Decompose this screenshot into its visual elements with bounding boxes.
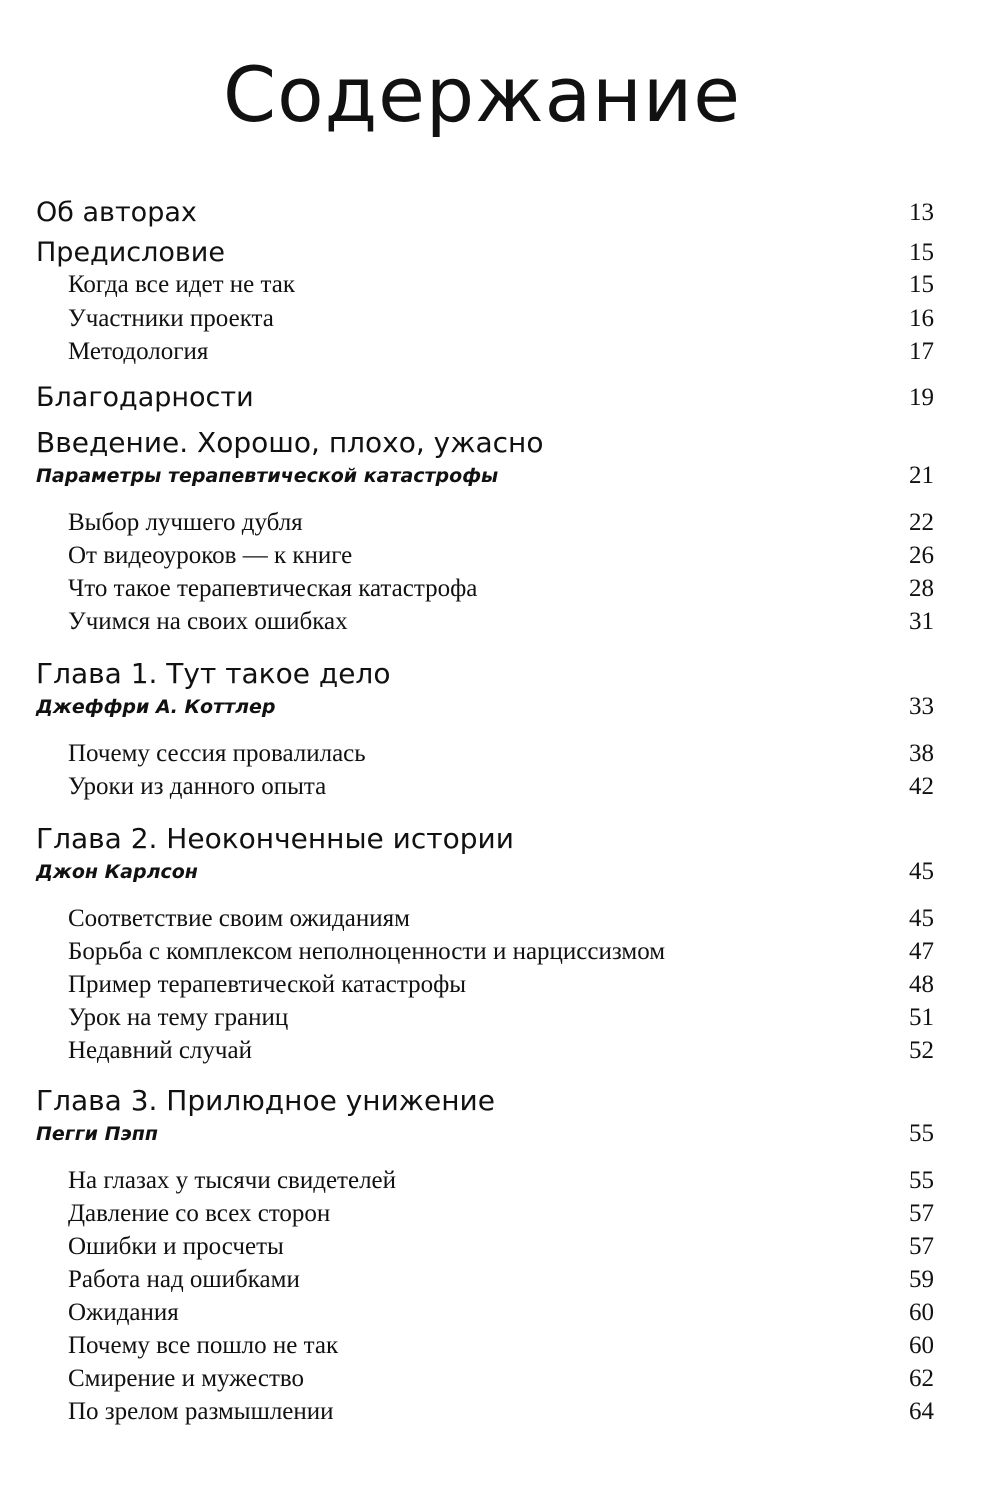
toc-entry-label: Глава 2. Неоконченные истории	[36, 822, 514, 855]
toc-entry-label: Что такое терапевтическая катастрофа	[68, 575, 478, 602]
toc-entry-ch	[0, 657, 1000, 697]
toc-entry-label: Давление со всех сторон	[68, 1200, 331, 1227]
toc-entry-label: Глава 3. Прилюдное унижение	[36, 1084, 495, 1117]
toc-entry-page-number: 55	[909, 1167, 934, 1194]
toc-entry-page-number: 13	[909, 199, 934, 226]
toc-entry-sub	[0, 337, 1000, 377]
toc-entry-ch	[0, 1084, 1000, 1124]
toc-entry-label: Участники проекта	[68, 305, 274, 332]
toc-entry-label: Учимся на своих ошибках	[68, 608, 348, 635]
toc-entry-au	[0, 1120, 1000, 1160]
toc-entry-label: Джеффри А. Коттлер	[36, 696, 276, 718]
toc-entry-sub	[0, 772, 1000, 812]
toc-entry-page-number: 28	[909, 575, 934, 602]
toc-entry-sub	[0, 1397, 1000, 1437]
toc-entry-ch	[0, 426, 1000, 466]
toc-entry-label: Об авторах	[36, 197, 197, 228]
toc-entry-page-number: 21	[909, 462, 934, 489]
toc-entry-page-number: 33	[909, 693, 934, 720]
toc-entry-label: Урок на тему границ	[68, 1004, 289, 1031]
toc-entry-au	[0, 858, 1000, 898]
page-title: Содержание	[223, 50, 741, 139]
toc-entry-page-number: 60	[909, 1332, 934, 1359]
toc-entry-label: Выбор лучшего дубля	[68, 509, 303, 536]
toc-entry-label: Работа над ошибками	[68, 1266, 300, 1293]
toc-entry-page-number: 31	[909, 608, 934, 635]
toc-entry-label: Ожидания	[68, 1299, 179, 1326]
toc-entry-label: Когда все идет не так	[68, 271, 295, 298]
toc-entry-page-number: 52	[909, 1037, 934, 1064]
toc-entry-label: Пегги Пэпп	[36, 1123, 158, 1145]
toc-entry-top	[0, 196, 1000, 236]
toc-entry-label: Уроки из данного опыта	[68, 773, 327, 800]
toc-entry-page-number: 22	[909, 509, 934, 536]
toc-entry-label: Параметры терапевтической катастрофы	[36, 465, 499, 487]
toc-entry-page-number: 45	[909, 858, 934, 885]
toc-entry-page-number: 59	[909, 1266, 934, 1293]
toc-entry-label: Глава 1. Тут такое дело	[36, 657, 391, 690]
toc-entry-label: Пример терапевтической катастрофы	[68, 971, 467, 998]
toc-entry-page-number: 16	[909, 305, 934, 332]
toc-entry-label: Соответствие своим ожиданиям	[68, 905, 410, 932]
toc-entry-page-number: 60	[909, 1299, 934, 1326]
toc-entry-label: Введение. Хорошо, плохо, ужасно	[36, 426, 544, 459]
toc-entry-label: Благодарности	[36, 382, 254, 413]
toc-entry-au	[0, 693, 1000, 733]
toc-entry-ch	[0, 822, 1000, 862]
toc-entry-page-number: 51	[909, 1004, 934, 1031]
toc-entry-label: Недавний случай	[68, 1037, 252, 1064]
toc-entry-page-number: 15	[909, 271, 934, 298]
toc-entry-page-number: 17	[909, 338, 934, 365]
toc-entry-sub	[0, 1036, 1000, 1076]
toc-entry-label: Джон Карлсон	[36, 861, 198, 883]
toc-entry-page-number: 42	[909, 773, 934, 800]
toc-entry-page-number: 38	[909, 740, 934, 767]
toc-entry-page-number: 48	[909, 971, 934, 998]
toc-entry-label: На глазах у тысячи свидетелей	[68, 1167, 397, 1194]
toc-entry-au	[0, 462, 1000, 502]
toc-entry-label: Борьба с комплексом неполноценности и нарциссизмом	[68, 938, 666, 965]
toc-entry-page-number: 15	[909, 239, 934, 266]
toc-entry-label: Смирение и мужество	[68, 1365, 305, 1392]
toc-entry-top	[0, 381, 1000, 421]
toc-entry-page-number: 19	[909, 384, 934, 411]
toc-entry-page-number: 62	[909, 1365, 934, 1392]
toc-entry-page-number: 64	[909, 1398, 934, 1425]
toc-entry-label: Почему сессия провалилась	[68, 740, 366, 767]
toc-entry-page-number: 57	[909, 1200, 934, 1227]
toc-entry-page-number: 26	[909, 542, 934, 569]
toc-entry-page-number: 57	[909, 1233, 934, 1260]
toc-entry-page-number: 47	[909, 938, 934, 965]
toc-entry-label: Ошибки и просчеты	[68, 1233, 284, 1260]
toc-entry-label: По зрелом размышлении	[68, 1398, 334, 1425]
toc-entry-page-number: 55	[909, 1120, 934, 1147]
toc-entry-page-number: 45	[909, 905, 934, 932]
toc-entry-label: От видеоуроков — к книге	[68, 542, 353, 569]
toc-entry-label: Методология	[68, 338, 209, 365]
toc-entry-sub	[0, 607, 1000, 647]
toc-entry-label: Почему все пошло не так	[68, 1332, 339, 1359]
toc-entry-label: Предисловие	[36, 237, 225, 268]
